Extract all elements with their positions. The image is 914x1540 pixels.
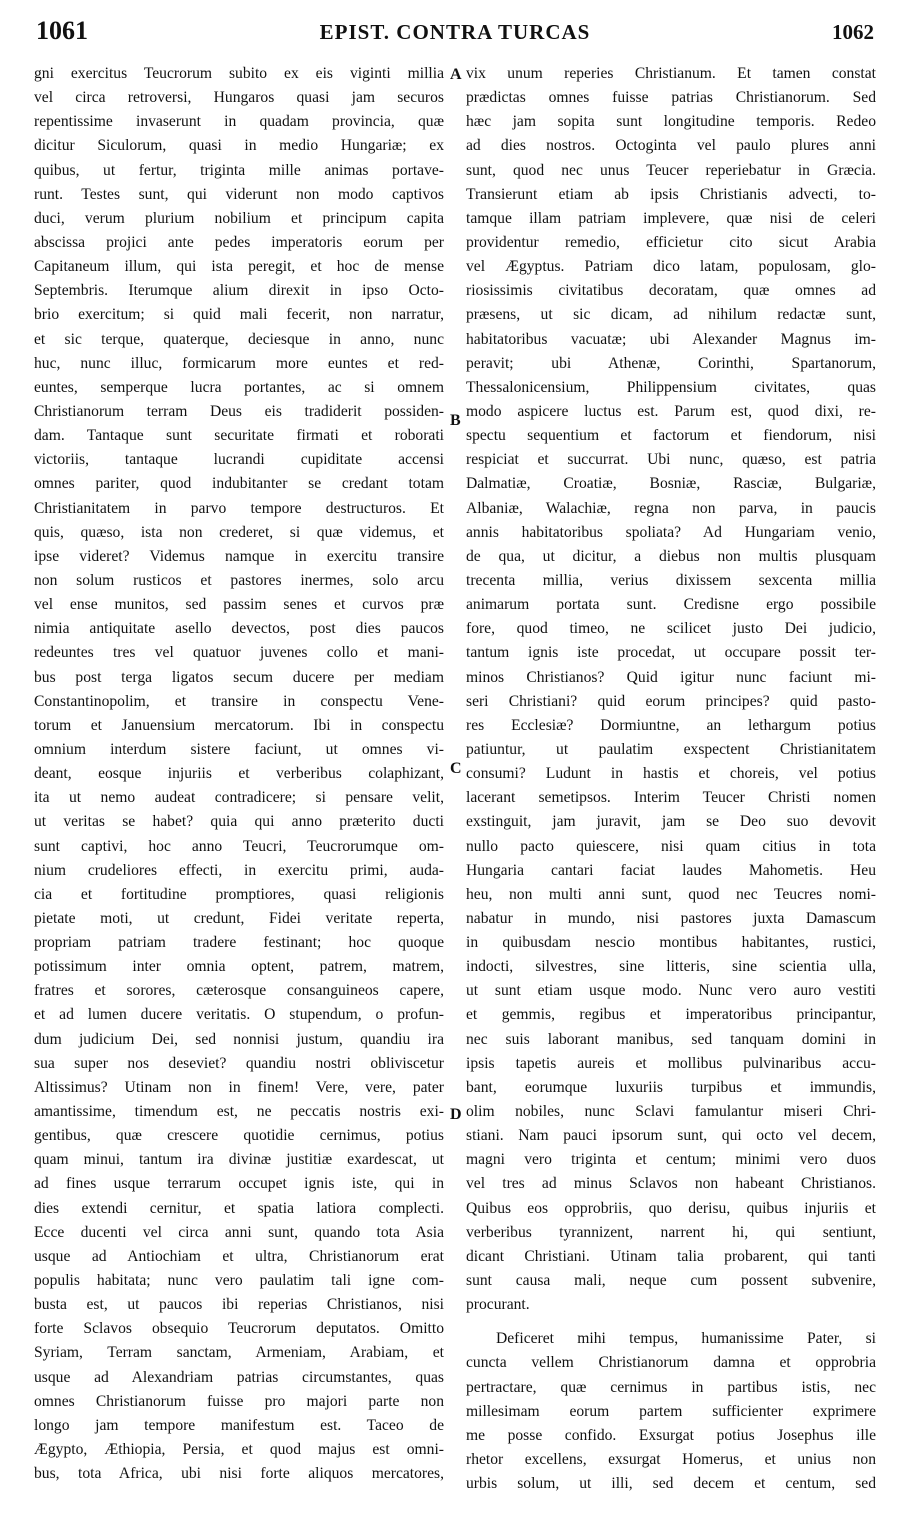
text-line: Albaniæ, Walachiæ, regna non parva, in paucis (466, 499, 876, 517)
text-line: exstinguit, jam juravit, jam se Deo suo devovit (466, 813, 876, 831)
text-line: habitatoribus vacuatæ; ubi Alexander Magnus im- (466, 330, 876, 348)
text-line: potissimum inter omnia optent, patrem, matrem, (34, 958, 444, 976)
text-line: animarum portata sunt. Credisne ergo possibile (466, 596, 876, 614)
text-line: nimia antiquitate asello devectos, post dies paucos (34, 620, 444, 638)
text-line: duci, verum plurium nobilium et principum capita (34, 209, 444, 227)
text-line: minos Christianos? Quid igitur nunc faciunt mi- (466, 668, 876, 686)
text-line: hæc jam sopita sunt longitudine temporis. Redeo (466, 113, 876, 131)
text-line: modo aspicere luctus est. Parum est, quod dixi, re- (466, 402, 876, 420)
text-line: tantum ignis iste procedat, ut occupare possit ter- (466, 644, 876, 662)
margin-marker-a: A (450, 66, 462, 83)
text-line: sunt causa mali, neque cum possent subvenire, (466, 1272, 876, 1290)
text-line: cia et fortitudine promptiores, quasi religionis (34, 885, 444, 903)
text-line: torum et Januensium mercatorum. Ibi in conspectu (34, 716, 444, 734)
text-line: respiciat et succurrat. Ubi nunc, quæso, est patria (466, 451, 876, 469)
text-line: forte Sclavos obsequio Teucrorum deputatos. Omitto (34, 1320, 444, 1338)
text-line: repentissime invaserunt in quadam provincia, quæ (34, 113, 444, 131)
text-line: omnes Christianorum fuisse pro majori parte non (34, 1392, 444, 1410)
text-line: Constantinopolim, et transire in conspectu Vene- (34, 692, 444, 710)
margin-marker-d: D (450, 1106, 462, 1123)
text-line: et gemmis, regibus et imperatoribus principantur, (466, 1006, 876, 1024)
text-line: Septembris. Iterumque alium direxit in ipso Octo- (34, 282, 444, 300)
text-line: dicitur Siculorum, quasi in medio Hungariæ; ex (34, 137, 444, 155)
text-line: de qua, ut dicitur, a diebus non multis plusquam (466, 547, 876, 565)
text-line: redeuntes tres vel quatuor juvenes collo et mani- (34, 644, 444, 662)
text-line: heu, non multi anni sunt, quod nec Teucres nomi- (466, 885, 876, 903)
text-line: millesimam eorum partem sufficienter exprimere (466, 1402, 876, 1420)
text-line: olim nobiles, nunc Sclavi famulantur miseri Chri- (466, 1103, 876, 1121)
text-line: omnium interdum sistere faciunt, ut omnes vi- (34, 740, 444, 758)
text-line: peravit; ubi Athenæ, Corinthi, Spartanorum, (466, 354, 876, 372)
text-line: verberibus tyrannizent, narrent hi, qui sentiunt, (466, 1223, 876, 1241)
text-line: populis habitata; nunc vero paulatim tali igne com- (34, 1272, 444, 1290)
text-line: runt. Testes sunt, qui viderunt non modo captivos (34, 185, 444, 203)
text-line: Ægypto, Æthiopia, Persia, et quod majus est omni- (34, 1441, 444, 1459)
text-line: nium crudeliores effecti, in exercitu primi, auda- (34, 861, 444, 879)
text-line: bant, eorumque luxuriis turpibus et immundis, (466, 1078, 876, 1096)
text-line: quibus, ut fertur, triginta mille animas portave- (34, 161, 444, 179)
text-line: fore, quod timeo, ne scilicet justo Dei judicio, (466, 620, 876, 638)
text-line: seri Christiani? quid eorum principes? quid pasto- (466, 692, 876, 710)
text-line: et sic terque, quaterque, deciesque in anno, nunc (34, 330, 444, 348)
text-line: cuncta vellem Christianorum damna et opprobria (466, 1354, 876, 1372)
text-line: deant, eosque injuriis et verberibus colaphizant, (34, 765, 444, 783)
page-number-right: 1062 (832, 20, 874, 44)
text-line: patiuntur, ut paulatim exspectent Christianitatem (466, 740, 876, 758)
text-line: indocti, silvestres, sine litteris, sine scientia ulla, (466, 958, 876, 976)
margin-marker-b: B (450, 412, 461, 429)
text-line: lacerant semetipsos. Interim Teucer Christi nomen (466, 789, 876, 807)
text-line: vel Ægyptus. Patriam dico latam, populosam, glo- (466, 258, 876, 276)
text-line: vix unum reperies Christianum. Et tamen constat (466, 65, 876, 82)
text-line: Altissimus? Utinam non in finem! Vere, vere, pater (34, 1078, 444, 1096)
text-line: tamque illam patriam implevere, quæ nisi de celeri (466, 209, 876, 227)
text-line: fratres et sorores, cæterosque consanguineos capere, (34, 982, 444, 1000)
text-line: Ecce ducenti vel circa anni sunt, quando tota Asia (34, 1223, 444, 1241)
text-line: abscissa projici ante pedes imperatoris eorum per (34, 233, 444, 251)
text-line: busta est, ut paucos ibi reperias Christianos, nisi (34, 1296, 444, 1314)
page-number-left: 1061 (36, 16, 88, 45)
text-line: riosissimis civitatibus decoratam, quæ omnes ad (466, 282, 876, 300)
left-text-column (34, 62, 444, 1486)
text-line: magni vero triginta et centum; minimi vero duos (466, 1151, 876, 1169)
text-line: quis, quæso, ista non crederet, si quæ videmus, et (34, 523, 444, 541)
text-line: res Ecclesiæ? Dormiuntne, an lethargum potius (466, 716, 876, 734)
text-line: longo jam tempore manifestum est. Taceo de (34, 1416, 444, 1434)
text-line: ut sunt etiam usque modo. Nunc vero auro vestiti (466, 982, 876, 1000)
text-line: Christianitatem in parvo tempore destructuros. Et (34, 499, 444, 517)
text-line: sunt captivi, hoc anno Teucri, Teucrorumque om- (34, 837, 444, 855)
text-line: victoriis, tantaque lucrandi cupiditate accensi (34, 451, 444, 469)
text-line: ipsis tapetis aureis et mollibus pulvinaribus accu- (466, 1054, 876, 1072)
text-line: stiani. Nam pauci ipsorum sunt, qui octo vel decem, (466, 1127, 876, 1145)
text-line: gni exercitus Teucrorum subito ex eis viginti millia (34, 65, 444, 82)
text-line: gentibus, quæ crescere quotidie cernimus, potius (34, 1127, 444, 1145)
text-line: usque ad Antiochiam et ultra, Christianorum erat (34, 1247, 444, 1265)
text-line: Quibus eos opprobriis, quo derisu, quibus injuriis et (466, 1199, 876, 1217)
text-line: huc, nunc illuc, formicarum more euntes et red- (34, 354, 444, 372)
text-line: Transierunt etiam ab ipsis Christianis advecti, to- (466, 185, 876, 203)
text-line: ut veritas se habet? quia qui anno præterito ducti (34, 813, 444, 831)
text-line: trecenta millia, verius dixissem sexcenta millia (466, 571, 876, 589)
text-line: rhetor excellens, exsurgat Homerus, et unius non (466, 1451, 876, 1469)
right-text-column (466, 62, 876, 1496)
text-line: sua super nos deseviet? quandiu nostri obliviscetur (34, 1054, 444, 1072)
text-line: prædictas omnes fuisse patrias Christianorum. Sed (466, 89, 876, 107)
text-line: Hungaria cantari faciat laudes Mahometis. Heu (466, 861, 876, 879)
text-line: usque ad Alexandriam patrias circumstantes, quas (34, 1368, 444, 1386)
paragraph-gap (466, 1317, 876, 1327)
text-line: vel tres ad minus Sclavos non habeant Christianos. (466, 1175, 876, 1193)
text-line: in quibusdam nescio montibus habitantes, rustici, (466, 934, 876, 952)
text-line: Thessalonicensium, Philippensium civitates, quas (466, 378, 876, 396)
text-line: amantissime, timendum est, ne peccatis nostris exi- (34, 1103, 444, 1121)
text-line: nec suis laborant manibus, sed tanquam domini in (466, 1030, 876, 1048)
text-line: bus post terga ligatos secum ducere per mediam (34, 668, 444, 686)
text-line: pertractare, quæ cernimus in partibus istis, nec (466, 1378, 876, 1396)
text-line: brio exercitum; si quid mali fecerit, non narratur, (34, 306, 444, 324)
text-line: Dalmatiæ, Croatiæ, Bosniæ, Rasciæ, Bulgariæ, (466, 475, 876, 493)
text-line: Christianorum terram Deus eis tradiderit possiden- (34, 402, 444, 420)
text-line: consumi? Ludunt in hastis et choreis, vel potius (466, 765, 876, 783)
text-line: dies extendi cernitur, et spatia latiora complecti. (34, 1199, 444, 1217)
text-line: spectu sequentium et factorum et fiendorum, nisi (466, 427, 876, 445)
text-line: vel ense munitos, sed passim senes et curvos præ (34, 596, 444, 614)
text-line: nullo pacto quiescere, nisi quam citius in tota (466, 837, 876, 855)
text-line: omnes pariter, quod indubitanter se credant totam (34, 475, 444, 493)
text-line: bus, tota Africa, ubi nisi forte aliquos mercatores, (34, 1465, 444, 1483)
text-line: ipse videret? Videmus namque in exercitu transire (34, 547, 444, 565)
text-line: pietate moti, ut credunt, Fidei veritate reperta, (34, 909, 444, 927)
text-line: Deficeret mihi tempus, humanissime Pater, si (496, 1330, 876, 1348)
text-line: me posse confido. Exsurgat potius Josephus ille (466, 1426, 876, 1444)
text-line: euntes, semperque lucra portantes, ac si omnem (34, 378, 444, 396)
text-line: quam minui, tantum ira divinæ justitiæ exardescat, ut (34, 1151, 444, 1169)
text-line: dum judicium Dei, sed nonnisi justum, quandiu ira (34, 1030, 444, 1048)
text-line: Capitaneum illum, qui ista peregit, et hoc de mense (34, 258, 444, 276)
text-line: annis habitatoribus spoliata? Ad Hungariam venio, (466, 523, 876, 541)
text-line: ita ut nemo audeat contradicere; si pensare velit, (34, 789, 444, 807)
text-line: vel circa retroversi, Hungaros quasi jam securos (34, 89, 444, 107)
text-line: procurant. (466, 1296, 530, 1314)
running-title: EPIST. CONTRA TURCAS (319, 20, 591, 44)
page-header (36, 16, 874, 56)
text-line: nabatur in mundo, nisi pastores juxta Damascum (466, 909, 876, 927)
text-line: propriam patriam tradere festinant; hoc quoque (34, 934, 444, 952)
text-line: dicant Christiani. Utinam talia probarent, qui tanti (466, 1247, 876, 1265)
text-line: non solum rusticos et pastores inermes, solo arcu (34, 571, 444, 589)
text-line: providentur remedio, efficietur cito sicut Arabia (466, 233, 876, 251)
text-line: ad dies nostros. Octoginta vel paulo plures anni (466, 137, 876, 155)
text-line: Syriam, Terram sanctam, Armeniam, Arabiam, et (34, 1344, 444, 1362)
text-line: ad fines usque terrarum occupet ignis iste, qui in (34, 1175, 444, 1193)
text-line: et ad lumen ducere veritatis. O stupendum, o profun- (34, 1006, 444, 1024)
margin-marker-c: C (450, 760, 462, 777)
text-line: sunt, quod nec unus Teucer reperiebatur in Græcia. (466, 161, 876, 179)
text-line: præsens, ut sic dicam, ad nihilum redactæ sunt, (466, 306, 876, 324)
text-line: urbis solum, ut illi, sed decem et centum, sed (466, 1475, 876, 1493)
text-line: dam. Tantaque sunt securitate firmati et roborati (34, 427, 444, 445)
